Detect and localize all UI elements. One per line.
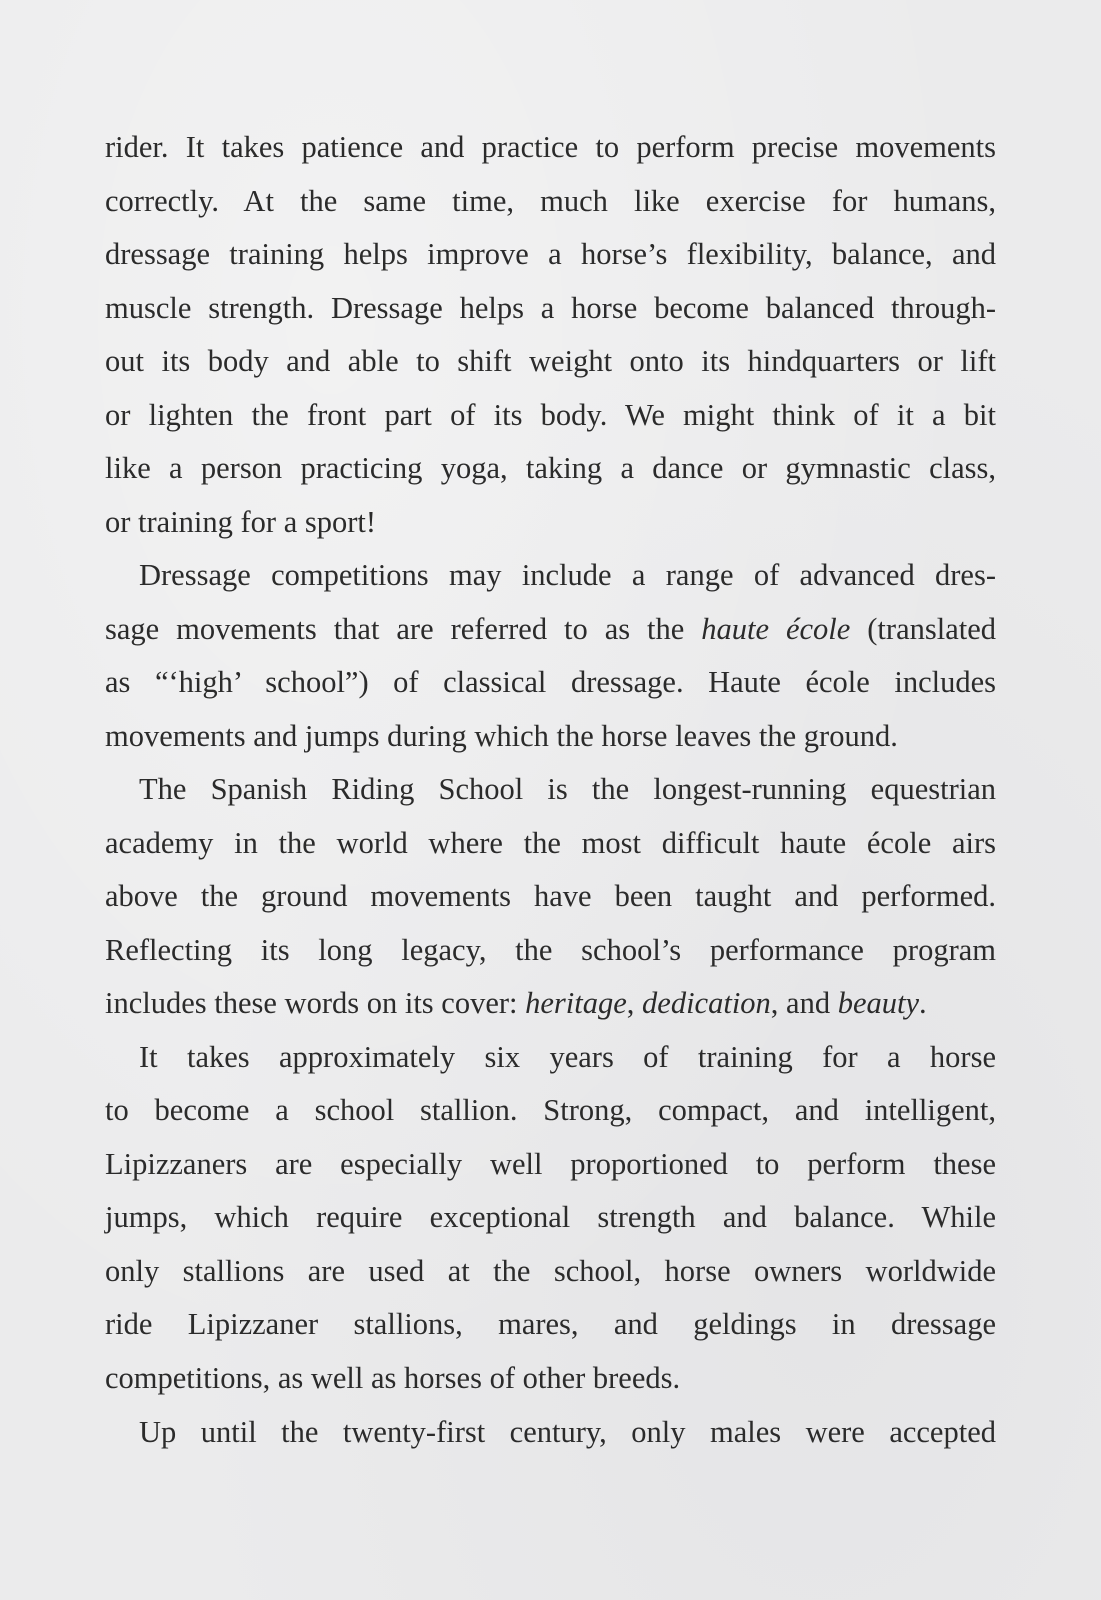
text-line: correctly. At the same time, much like exercise for humans,	[105, 184, 996, 218]
italic-term: haute école	[701, 612, 851, 646]
text-line: Up until the twenty-first century, only males were accepted	[139, 1415, 996, 1449]
text-line: out its body and able to shift weight onto its hindquarters or lift	[105, 344, 996, 378]
italic-term: heritage	[525, 986, 627, 1020]
text-run: (translated	[850, 612, 996, 646]
text-line: only stallions are used at the school, horse owners worldwide	[105, 1254, 996, 1288]
text-line: academy in the world where the most difficult haute école airs	[105, 826, 996, 860]
text-run: ,	[626, 986, 643, 1020]
text-line: rider. It takes patience and practice to perform precise movements	[105, 130, 996, 164]
text-run: .	[919, 986, 927, 1020]
text-line: The Spanish Riding School is the longest-running equestrian	[139, 772, 996, 806]
text-line: Dressage competitions may include a range of advanced dres-	[139, 558, 996, 592]
italic-term: dedication	[642, 986, 771, 1020]
text-line	[105, 602, 996, 656]
text-line: or training for a sport!	[105, 505, 377, 539]
text-run: sage movements that are referred to as the	[105, 612, 702, 646]
text-line: It takes approximately six years of training for a horse	[139, 1040, 996, 1074]
italic-term: beauty	[837, 986, 920, 1020]
text-line: as “‘high’ school”) of classical dressage. Haute école includes	[105, 665, 996, 699]
text-line: to become a school stallion. Strong, compact, and intelligent,	[105, 1093, 996, 1127]
text-run: includes these words on its cover:	[105, 986, 526, 1020]
text-line: above the ground movements have been taught and performed.	[105, 879, 996, 913]
text-line	[105, 976, 996, 1030]
text-line: ride Lipizzaner stallions, mares, and geldings in dressage	[105, 1307, 996, 1341]
text-line: dressage training helps improve a horse’s flexibility, balance, and	[105, 237, 996, 271]
text-run: , and	[770, 986, 838, 1020]
text-line: or lighten the front part of its body. We might think of it a bit	[105, 398, 996, 432]
text-line: muscle strength. Dressage helps a horse become balanced through-	[105, 291, 996, 325]
text-line: Reflecting its long legacy, the school’s performance program	[105, 933, 996, 967]
text-line: jumps, which require exceptional strength and balance. While	[105, 1200, 996, 1234]
text-line: competitions, as well as horses of other breeds.	[105, 1361, 681, 1395]
text-line: like a person practicing yoga, taking a dance or gymnastic class,	[105, 451, 996, 485]
text-line: Lipizzaners are especially well proportioned to perform these	[105, 1147, 996, 1181]
text-line: movements and jumps during which the horse leaves the ground.	[105, 719, 898, 753]
